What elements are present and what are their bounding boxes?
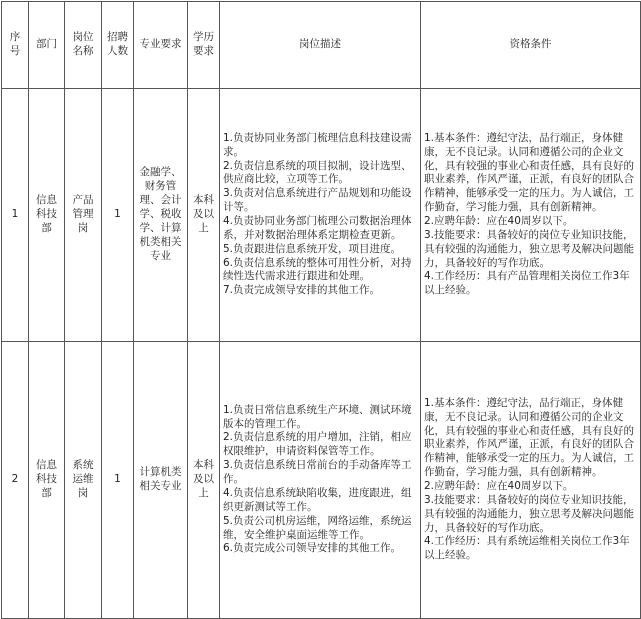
list-item: 1.负责协同业务部门梳理信息科技建设需求。: [223, 131, 412, 158]
header-count: 招聘人数: [102, 2, 134, 89]
list-item: 4.负责协同业务部门梳理公司数据治理体系，并对数据治理体系定期检查更新。: [223, 215, 412, 241]
list-item: 4.负责信息系统缺陷收集，进度跟进，组织更新测试等工作。: [223, 486, 412, 513]
list-item: 3.技能要求：具备较好的岗位专业知识技能，具有较强的沟通能力，独立思考及解决问题能力，具备较好的写作功底。: [424, 493, 634, 534]
list-item: 2.应聘年龄：应在40周岁以下。: [424, 480, 574, 492]
cell-no: 1: [2, 89, 29, 342]
table-row: [2, 342, 641, 619]
list-item: 6.负责完成公司领导安排的其他工作。: [223, 542, 402, 555]
list-item: 5.负责跟进信息系统开发，项目进度。: [223, 242, 402, 255]
list-item: 3.负责对信息系统进行产品规划和功能设计等。: [223, 187, 412, 214]
cell-degree: 本科及以上: [188, 342, 220, 619]
list-item: 4.工作经历：具有系统运维相关岗位工作3年以上经验。: [424, 535, 630, 562]
desc-list: [223, 404, 417, 556]
cell-dept: 信息科技部: [29, 89, 65, 342]
header-position: 岗位名称: [65, 2, 102, 89]
cell-position: 产品管理岗: [65, 89, 102, 342]
cell-desc: [220, 89, 421, 342]
header-row: [2, 2, 641, 89]
cell-qual: [421, 89, 641, 342]
cell-count: 1: [102, 89, 134, 342]
list-item: 1.基本条件：遵纪守法，品行端正，身体健康，无不良记录。认同和遵循公司的企业文化，具有较强的事业心和责任感，具有良好的职业素养，作风严谨，正派，有良好的团队合作精神，能够承受一定的压力。为人诚信，工作勤奋，学习能力强，具有创新精神。: [424, 131, 634, 214]
cell-position: 系统运维岗: [65, 342, 102, 619]
cell-degree: 本科及以上: [188, 89, 220, 342]
desc-list: [223, 132, 417, 298]
cell-major: 计算机类相关专业: [134, 342, 188, 619]
list-item: 5.负责公司机房运维，网络运维，系统运维，安全维护桌面运维等工作。: [223, 514, 412, 541]
header-major: 专业要求: [134, 2, 188, 89]
cell-desc: [220, 342, 421, 619]
list-item: 1.基本条件：遵纪守法，品行端正，身体健康，无不良记录。认同和遵循公司的企业文化，具有较强的事业心和责任感，具有良好的职业素养，作风严谨，正派，有良好的团队合作精神，能够承受一定的压力。为人诚信，工作勤奋，学习能力强，具有创新精神。: [424, 396, 634, 479]
cell-no: 2: [2, 342, 29, 619]
list-item: 3.负责信息系统日常前台的手动备库等工作。: [223, 459, 412, 486]
header-dept: 部门: [29, 2, 65, 89]
list-item: 3.技能要求：具备较好的岗位专业知识技能，具有较强的沟通能力，独立思考及解决问题能力，具备较好的写作功底。: [424, 228, 634, 269]
list-item: 2.负责信息系统的用户增加，注销，相应权限维护，申请资料保管等工作。: [223, 431, 412, 458]
list-item: 4.工作经历：具有产品管理相关岗位工作3年以上经验。: [424, 270, 630, 297]
qual-list: [424, 132, 637, 298]
header-no: 序号: [2, 2, 29, 89]
list-item: 2.应聘年龄：应在40周岁以下。: [424, 215, 574, 227]
recruitment-table: [1, 1, 641, 619]
qual-list: [424, 397, 637, 563]
header-degree: 学历要求: [188, 2, 220, 89]
header-desc: 岗位描述: [220, 2, 421, 89]
cell-major: 金融学、财务管理、会计学、税收学、计算机类相关专业: [134, 89, 188, 342]
list-item: 6.负责信息系统的整体可用性分析，对持续性迭代需求进行跟进和处理。: [223, 256, 412, 283]
list-item: 7.负责完成领导安排的其他工作。: [223, 284, 381, 297]
list-item: 2.负责信息系统的项目拟制，设计选型、供应商比较，立项等工作。: [223, 159, 412, 186]
list-item: 1.负责日常信息系统生产环境、测试环境版本的管理工作。: [223, 403, 412, 430]
cell-count: 1: [102, 342, 134, 619]
cell-dept: 信息科技部: [29, 342, 65, 619]
cell-qual: [421, 342, 641, 619]
table-row: [2, 89, 641, 342]
header-qual: 资格条件: [421, 2, 641, 89]
